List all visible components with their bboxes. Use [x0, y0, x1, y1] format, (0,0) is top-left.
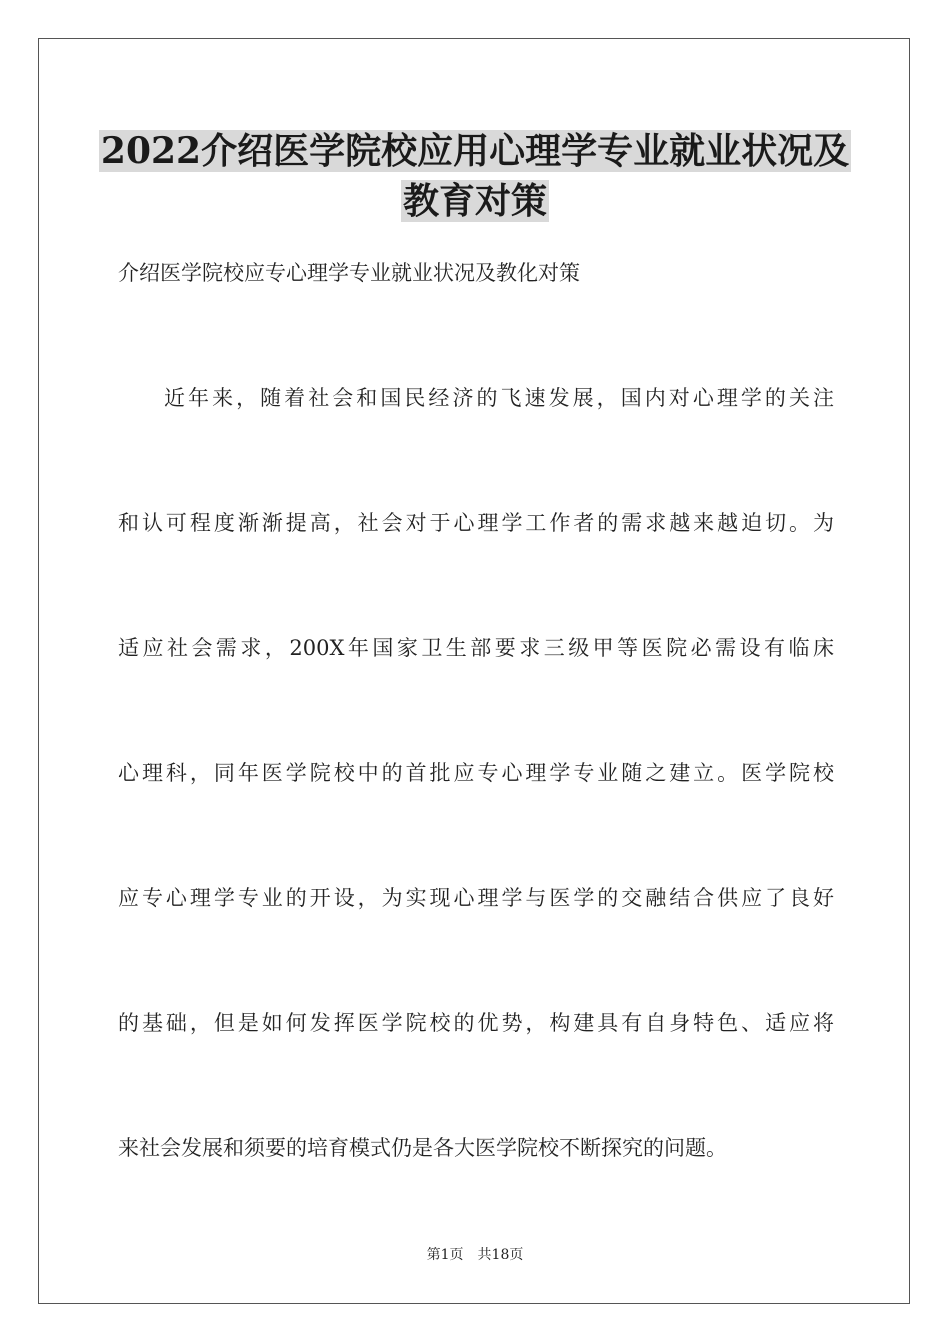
paragraph-line: 心理科，同年医学院校中的首批应专心理学专业随之建立。医学院校 — [118, 761, 834, 785]
paragraph-line: 的基础，但是如何发挥医学院校的优势，构建具有自身特色、适应将 — [118, 1011, 834, 1035]
page-border — [38, 38, 910, 1304]
document-title — [0, 126, 950, 226]
title-line-1: 2022介绍医学院校应用心理学专业就业状况及 — [100, 130, 850, 172]
paragraph-line: 适应社会需求，200X年国家卫生部要求三级甲等医院必需设有临床 — [118, 636, 834, 660]
title-line-2: 教育对策 — [402, 180, 547, 222]
paragraph-line: 和认可程度渐渐提高，社会对于心理学工作者的需求越来越迫切。为 — [118, 511, 834, 535]
paragraph-line: 来社会发展和须要的培育模式仍是各大医学院校不断探究的问题。 — [118, 1136, 727, 1160]
paragraph-line: 应专心理学专业的开设，为实现心理学与医学的交融结合供应了良好 — [118, 886, 834, 910]
document-subtitle: 介绍医学院校应专心理学专业就业状况及教化对策 — [118, 261, 580, 285]
paragraph-line: 近年来，随着社会和国民经济的飞速发展，国内对心理学的关注 — [164, 386, 834, 410]
page-footer: 第1页 共18页 — [426, 1247, 524, 1263]
